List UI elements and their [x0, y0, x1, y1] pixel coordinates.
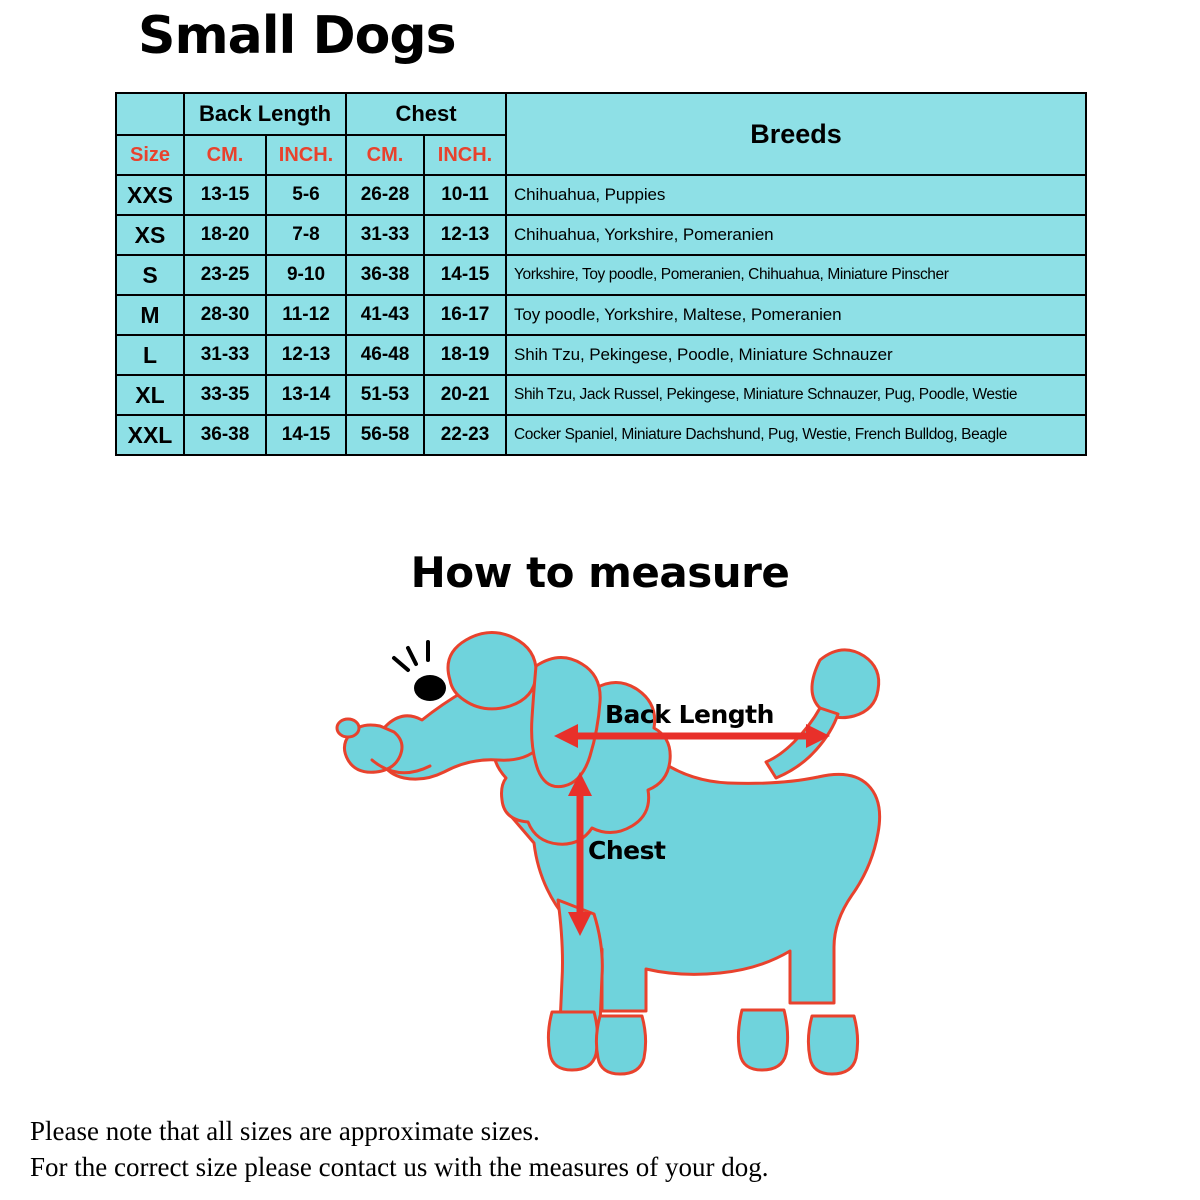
cell-back-inch: 9-10	[266, 255, 346, 295]
eye-shape	[394, 642, 446, 701]
cell-back-inch: 7-8	[266, 215, 346, 255]
cell-back-inch: 14-15	[266, 415, 346, 455]
header-chest: Chest	[346, 93, 506, 135]
front-paw-left-shape	[548, 1012, 597, 1070]
cell-chest-cm: 41-43	[346, 295, 424, 335]
hind-paw-left-shape	[738, 1010, 787, 1070]
footer-note	[30, 1113, 1190, 1185]
cell-chest-cm: 36-38	[346, 255, 424, 295]
cell-size: S	[116, 255, 184, 295]
cell-chest-inch: 18-19	[424, 335, 506, 375]
cell-back-cm: 31-33	[184, 335, 266, 375]
cell-chest-cm: 51-53	[346, 375, 424, 415]
size-chart-table	[115, 92, 1087, 456]
header-chest-inch: INCH.	[424, 135, 506, 175]
cell-chest-cm: 56-58	[346, 415, 424, 455]
cell-back-cm: 13-15	[184, 175, 266, 215]
chest-label: Chest	[588, 836, 666, 865]
cell-chest-inch: 20-21	[424, 375, 506, 415]
cell-chest-inch: 16-17	[424, 295, 506, 335]
header-breeds: Breeds	[506, 93, 1086, 175]
header-size: Size	[116, 135, 184, 175]
topknot-shape	[448, 632, 536, 708]
cell-chest-cm: 26-28	[346, 175, 424, 215]
cell-size: XXS	[116, 175, 184, 215]
cell-chest-inch: 14-15	[424, 255, 506, 295]
cell-chest-cm: 46-48	[346, 335, 424, 375]
cell-breeds: Toy poodle, Yorkshire, Maltese, Pomeranien	[506, 295, 1086, 335]
footer-line-1: Please note that all sizes are approximate sizes.	[30, 1116, 540, 1146]
cell-breeds: Shih Tzu, Pekingese, Poodle, Miniature Schnauzer	[506, 335, 1086, 375]
table-row	[116, 375, 1086, 415]
cell-size: M	[116, 295, 184, 335]
table-row	[116, 255, 1086, 295]
table-row	[116, 415, 1086, 455]
header-empty-corner	[116, 93, 184, 135]
table-row	[116, 175, 1086, 215]
back-length-label: Back Length	[605, 700, 774, 729]
cell-back-cm: 18-20	[184, 215, 266, 255]
cell-back-inch: 13-14	[266, 375, 346, 415]
footer-line-2: For the correct size please contact us with the measures of your dog.	[30, 1152, 769, 1182]
size-chart-table-container	[115, 92, 1085, 456]
table-row	[116, 335, 1086, 375]
cell-size: XXL	[116, 415, 184, 455]
cell-back-cm: 23-25	[184, 255, 266, 295]
cell-breeds: Cocker Spaniel, Miniature Dachshund, Pug, Westie, French Bulldog, Beagle	[506, 415, 1086, 455]
nose-shape	[337, 719, 359, 737]
hind-paw-right-shape	[808, 1016, 857, 1074]
table-header-group-row	[116, 93, 1086, 135]
how-to-measure-heading: How to measure	[410, 548, 790, 597]
table-row	[116, 215, 1086, 255]
cell-size: XS	[116, 215, 184, 255]
cell-breeds: Chihuahua, Puppies	[506, 175, 1086, 215]
cell-size: XL	[116, 375, 184, 415]
cell-chest-inch: 12-13	[424, 215, 506, 255]
cell-back-inch: 12-13	[266, 335, 346, 375]
header-back-cm: CM.	[184, 135, 266, 175]
cell-breeds: Chihuahua, Yorkshire, Pomeranien	[506, 215, 1086, 255]
cell-back-cm: 33-35	[184, 375, 266, 415]
page-title: Small Dogs	[138, 6, 456, 66]
cell-breeds: Shih Tzu, Jack Russel, Pekingese, Miniature Schnauzer, Pug, Poodle, Westie	[506, 375, 1086, 415]
cell-back-inch: 11-12	[266, 295, 346, 335]
header-back-inch: INCH.	[266, 135, 346, 175]
cell-chest-inch: 22-23	[424, 415, 506, 455]
cell-breeds: Yorkshire, Toy poodle, Pomeranien, Chihuahua, Miniature Pinscher	[506, 255, 1086, 295]
cell-size: L	[116, 335, 184, 375]
table-row	[116, 295, 1086, 335]
cell-back-cm: 36-38	[184, 415, 266, 455]
cell-chest-inch: 10-11	[424, 175, 506, 215]
cell-back-inch: 5-6	[266, 175, 346, 215]
cell-chest-cm: 31-33	[346, 215, 424, 255]
header-back-length: Back Length	[184, 93, 346, 135]
header-chest-cm: CM.	[346, 135, 424, 175]
front-paw-right-shape	[596, 1016, 645, 1074]
cell-back-cm: 28-30	[184, 295, 266, 335]
